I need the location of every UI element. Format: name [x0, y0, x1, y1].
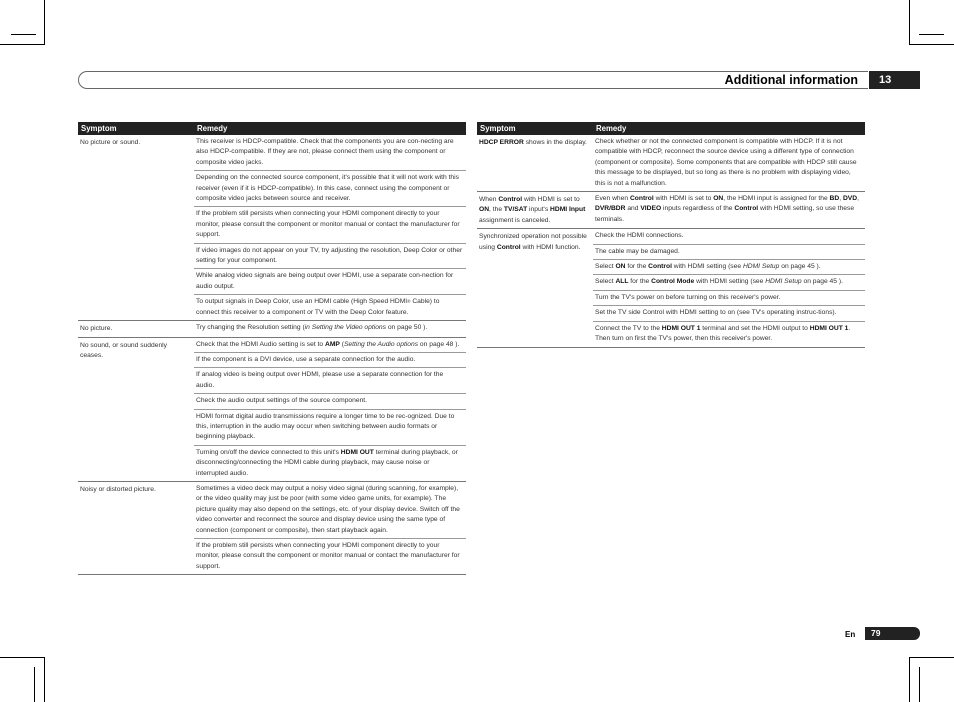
remedy-cell: [194, 321, 466, 337]
remedy-cell: [194, 445, 466, 481]
text-run: Check that the HDMI Audio setting is set to: [196, 340, 325, 348]
text-run: Control: [648, 263, 672, 271]
text-run: Turning on/off the device connected to this unit's: [196, 448, 341, 456]
symptom-header: Symptom: [477, 122, 593, 135]
table-row: [78, 135, 466, 171]
crop-mark: [919, 667, 920, 702]
table-row: [78, 337, 466, 352]
page-number: 79: [865, 627, 920, 640]
text-run: When: [479, 196, 499, 204]
text-run: Connect the TV to the: [595, 324, 662, 332]
text-run: with HDMI setting, so use these terminals.: [595, 205, 855, 223]
remedy-cell: Check the audio output settings of the source component.: [194, 394, 466, 409]
text-run: on page 50 ).: [385, 324, 428, 332]
remedy-cell: Check the HDMI connections.: [593, 229, 865, 244]
text-run: input's: [527, 206, 551, 214]
symptom-cell: Noisy or distorted picture.: [78, 481, 194, 574]
table-row: [78, 321, 466, 337]
crop-mark: [0, 657, 45, 658]
remedy-cell: The cable may be damaged.: [593, 244, 865, 259]
text-run: in Setting the Video options: [304, 324, 386, 332]
symptom-cell: No picture.: [78, 321, 194, 337]
crop-mark: [11, 34, 36, 35]
text-run: terminal during playback, or disconnecting/connecting the HDMI cable during playback, may cause noise or interrupted audio.: [196, 448, 458, 477]
text-run: with HDMI function.: [520, 243, 581, 251]
text-run: HDMI OUT: [340, 448, 374, 456]
remedy-cell: [593, 192, 865, 229]
text-run: Control: [629, 195, 654, 203]
remedy-cell: [194, 295, 466, 321]
text-run: with HDMI is set to: [522, 196, 580, 204]
remedy-cell: If the component is a DVI device, use a separate connection for the audio.: [194, 352, 466, 367]
text-run: ON: [615, 263, 626, 271]
remedy-cell: Check whether or not the connected component is compatible with HDCP. If it is not compatible with HDCP, reconnect the source device using a different type of connection (component or composite). Some components that are compatible with HDCP still cause this message to be displayed, but so long as there is no problem with displaying video, this is not a malfunction.: [593, 135, 865, 192]
table-header-row: [477, 122, 865, 135]
text-run: shows in the display.: [523, 139, 587, 146]
remedy-cell: HDMI format digital audio transmissions require a longer time to be rec-ognized. Due to this, interruption in the audio may occur when switching between audio formats or beginning playback.: [194, 409, 466, 445]
crop-mark: [909, 0, 910, 45]
troubleshooting-table-left: [78, 122, 466, 575]
remedy-header: Remedy: [194, 122, 466, 135]
text-run: for the: [625, 263, 649, 271]
text-run: with HDMI setting (see: [694, 278, 766, 286]
remedy-cell: Set the TV side Control with HDMI setting to on (see TV's operating instruc-tions).: [593, 306, 865, 321]
text-run: HDMI OUT 1: [661, 324, 701, 332]
text-run: Try changing the Resolution setting (: [196, 324, 305, 332]
crop-mark: [909, 657, 954, 658]
text-run: Control Mode: [651, 278, 695, 286]
table-row: [477, 192, 865, 229]
registered-mark: ®: [407, 299, 411, 305]
text-run: To output signals in Deep Color, use an HDMI cable (High Speed HDMI: [196, 298, 408, 306]
text-run: on page 45 ).: [779, 263, 821, 271]
remedy-cell: Sometimes a video deck may output a noisy video signal (during scanning, for example), or the video quality may just be poor (with some video game units, for example). The picture quality may also depend on the settings, etc. of your display device. Switch off the video converter and reconnect the source and display device using the same type of connection (component or composite), then start playback again.: [194, 481, 466, 538]
remedy-cell: [593, 321, 865, 347]
text-run: DVD: [842, 195, 858, 203]
remedy-cell: [593, 260, 865, 275]
remedy-cell: While analog video signals are being output over HDMI, use a separate con-nection for audio output.: [194, 269, 466, 295]
crop-mark: [0, 44, 45, 45]
symptom-cell: No sound, or sound suddenly ceases.: [78, 337, 194, 481]
text-run: with HDMI setting (see: [671, 263, 743, 271]
text-run: ,: [857, 195, 859, 203]
table-header-row: [78, 122, 466, 135]
text-run: Control: [496, 243, 521, 251]
table-row: [78, 481, 466, 538]
text-run: TV/SAT: [503, 206, 528, 214]
troubleshooting-table-right: [477, 122, 865, 348]
text-run: HDMI Setup: [742, 263, 780, 271]
text-run: Synchronized operation not possible using: [479, 233, 587, 251]
text-run: inputs regardless of the: [661, 205, 735, 213]
text-run: Select: [595, 263, 616, 271]
text-run: DVR/BDR: [595, 205, 626, 213]
text-run: HDMI OUT 1: [809, 324, 849, 332]
text-run: HDMI Input: [550, 206, 586, 214]
text-run: Select: [595, 278, 616, 286]
text-run: . Then turn on first the TV's power, then this receiver's power.: [595, 324, 851, 343]
text-run: AMP: [324, 340, 340, 348]
text-run: Control: [498, 196, 523, 204]
remedy-cell: If video images do not appear on your TV, try adjusting the resolution, Deep Color or other setting for your component.: [194, 243, 466, 269]
remedy-cell: If the problem still persists when connecting your HDMI component directly to your monitor, please consult the component or monitor manual or contact the manufacturer for support.: [194, 539, 466, 575]
text-run: assignment is canceled.: [479, 216, 551, 224]
table-row: [477, 135, 865, 192]
crop-mark: [909, 44, 954, 45]
text-run: for the: [628, 278, 652, 286]
table-row: [477, 229, 865, 244]
crop-mark: [909, 657, 910, 702]
text-run: and: [625, 205, 641, 213]
text-run: (: [339, 340, 344, 348]
text-run: ON: [479, 206, 490, 214]
text-run: Even when: [595, 195, 630, 203]
text-run: ,: [839, 195, 843, 203]
text-run: Cable) to connect this receiver to a component or TV with the Deep Color feature.: [196, 298, 440, 316]
chapter-number: 13: [869, 71, 920, 89]
crop-mark: [44, 0, 45, 45]
chapter-header-bar: [78, 71, 868, 89]
text-run: ALL: [615, 278, 629, 286]
text-run: with HDMI is set to: [653, 195, 714, 203]
symptom-cell: No picture or sound.: [78, 135, 194, 321]
crop-mark: [44, 657, 45, 702]
crop-mark: [919, 34, 944, 35]
remedy-cell: Depending on the connected source component, it's possible that it will not work with this receiver (even if it is HDCP-compatible). In this case, connect using the component or composite video jacks between source and receiver.: [194, 171, 466, 207]
text-run: VIDEO: [640, 205, 662, 213]
chapter-title: Additional information: [724, 73, 858, 87]
symptom-cell: [477, 135, 593, 192]
text-run: HDMI Setup: [765, 278, 802, 286]
text-run: on page 48 ).: [418, 340, 460, 348]
text-run: terminal and set the HDMI output to: [700, 324, 810, 332]
symptom-header: Symptom: [78, 122, 194, 135]
text-run: Setting the Audio options: [343, 340, 419, 348]
remedy-cell: If analog video is being output over HDMI, please use a separate connection for the audio.: [194, 368, 466, 394]
text-run: , the HDMI input is assigned for the: [723, 195, 830, 203]
text-run: HDCP ERROR: [479, 139, 524, 146]
crop-mark: [34, 667, 35, 702]
text-run: BD: [829, 195, 840, 203]
symptom-cell: [477, 229, 593, 347]
remedy-header: Remedy: [593, 122, 865, 135]
text-run: on page 45 ).: [801, 278, 843, 286]
remedy-cell: Turn the TV's power on before turning on this receiver's power.: [593, 290, 865, 305]
remedy-cell: This receiver is HDCP-compatible. Check that the components you are con-necting are also HDCP-compatible. If they are not, please connect them using the component or composite video jacks.: [194, 135, 466, 171]
remedy-cell: [194, 337, 466, 352]
text-run: Control: [734, 205, 759, 213]
symptom-cell: [477, 192, 593, 229]
text-run: ON: [713, 195, 724, 203]
text-run: , the: [489, 206, 504, 214]
remedy-cell: [593, 275, 865, 290]
language-code: En: [845, 630, 856, 639]
remedy-cell: If the problem still persists when connecting your HDMI component directly to your monitor, please consult the component or monitor manual or contact the manufacturer for support.: [194, 207, 466, 243]
